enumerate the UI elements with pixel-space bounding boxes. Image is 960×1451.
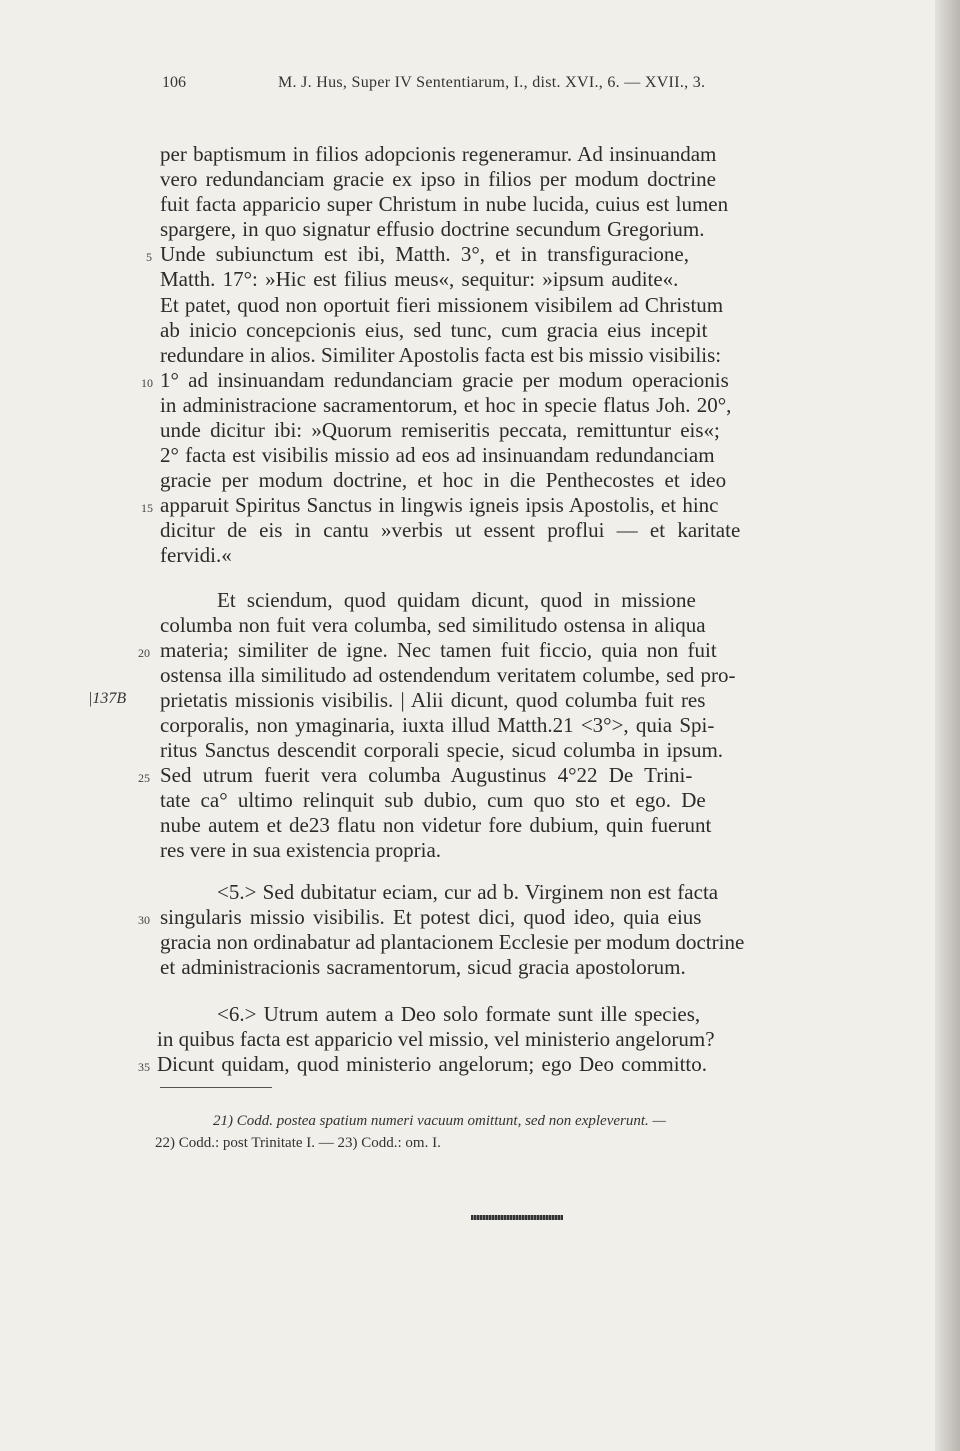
text-line: 1° ad insinuandam redundanciam gracie per modum operacionis [160,368,729,392]
text-line: ostensa illa similitudo ad ostendendum veritatem columbe, sed pro- [160,663,736,687]
text-line: fuit facta apparicio super Christum in nube lucida, cuius est lumen [160,192,729,216]
footnote-rule [160,1087,272,1088]
footnote: 21) Codd. postea spatium numeri vacuum omittunt, sed non expleverunt. — [213,1113,666,1129]
text-line: Unde subiunctum est ibi, Matth. 3°, et in transfiguracione, [160,242,689,266]
text-line: apparuit Spiritus Sanctus in lingwis igneis ipsis Apostolis, et hinc [160,493,719,517]
line-number: 10 [141,376,153,390]
page-edge-shadow [935,0,960,1451]
text-line: <5.> Sed dubitatur eciam, cur ad b. Virginem non est facta [217,880,719,904]
running-title: M. J. Hus, Super IV Sententiarum, I., dist. XVI., 6. — XVII., 3. [278,74,706,91]
text-line: <6.> Utrum autem a Deo solo formate sunt ille species, [217,1002,701,1026]
text-line: redundare in alios. Similiter Apostolis facta est bis missio visibilis: [160,343,722,367]
margin-folio-note: |137B [88,690,127,707]
printer-mark [471,1215,563,1220]
text-line: unde dicitur ibi: »Quorum remiseritis peccata, remittuntur eis«; [160,418,720,442]
text-line: ritus Sanctus descendit corporali specie, sicud columba in ipsum. [160,738,724,762]
line-number: 35 [138,1060,150,1074]
footnote: 22) Codd.: post Trinitate I. — 23) Codd.: om. I. [155,1135,441,1151]
text-line: res vere in sua existencia propria. [160,838,442,862]
text-line: 2° facta est visibilis missio ad eos ad insinuandam redundanciam [160,443,715,467]
text-line: materia; similiter de igne. Nec tamen fuit ficcio, quia non fuit [160,638,717,662]
text-line: Et sciendum, quod quidam dicunt, quod in missione [217,588,696,612]
text-line: in administracione sacramentorum, et hoc in specie flatus Joh. 20°, [160,393,732,417]
text-line: gracie per modum doctrine, et hoc in die Penthecostes et ideo [160,468,727,492]
running-header [162,74,812,102]
text-line: et administracionis sacramentorum, sicud gracia apostolorum. [160,955,686,979]
text-line: vero redundanciam gracie ex ipso in filios per modum doctrine [160,167,716,191]
line-number: 5 [146,250,152,264]
text-line: Matth. 17°: »Hic est filius meus«, sequitur: »ipsum audite«. [160,267,679,291]
text-line: fervidi.« [160,543,232,567]
text-line: dicitur de eis in cantu »verbis ut essent proflui — et karitate [160,518,741,542]
text-line: spargere, in quo signatur effusio doctrine secundum Gregorium. [160,217,705,241]
text-line: columba non fuit vera columba, sed similitudo ostensa in aliqua [160,613,706,637]
text-line: singularis missio visibilis. Et potest dici, quod ideo, quia eius [160,905,702,929]
text-line: corporalis, non ymaginaria, iuxta illud Matth.21 <3°>, quia Spi- [160,713,715,737]
page-number: 106 [162,74,186,91]
text-line: Dicunt quidam, quod ministerio angelorum; ego Deo committo. [157,1052,707,1076]
text-line: Sed utrum fuerit vera columba Augustinus 4°22 De Trini- [160,763,693,787]
line-number: 15 [141,501,153,515]
line-number: 20 [138,646,150,660]
text-line: tate ca° ultimo relinquit sub dubio, cum quo sto et ego. De [160,788,706,812]
text-line: nube autem et de23 flatu non videtur fore dubium, quin fuerunt [160,813,712,837]
line-number: 25 [138,771,150,785]
text-line: gracia non ordinabatur ad plantacionem Ecclesie per modum doctrine [160,930,745,954]
text-line: per baptismum in filios adopcionis regeneramur. Ad insinuandam [160,142,717,166]
text-line: prietatis missionis visibilis. | Alii dicunt, quod columba fuit res [160,688,706,712]
text-line: Et patet, quod non oportuit fieri missionem visibilem ad Christum [160,293,724,317]
line-number: 30 [138,913,150,927]
text-line: ab inicio concepcionis eius, sed tunc, cum gracia eius incepit [160,318,708,342]
text-line: in quibus facta est apparicio vel missio, vel ministerio angelorum? [157,1027,715,1051]
